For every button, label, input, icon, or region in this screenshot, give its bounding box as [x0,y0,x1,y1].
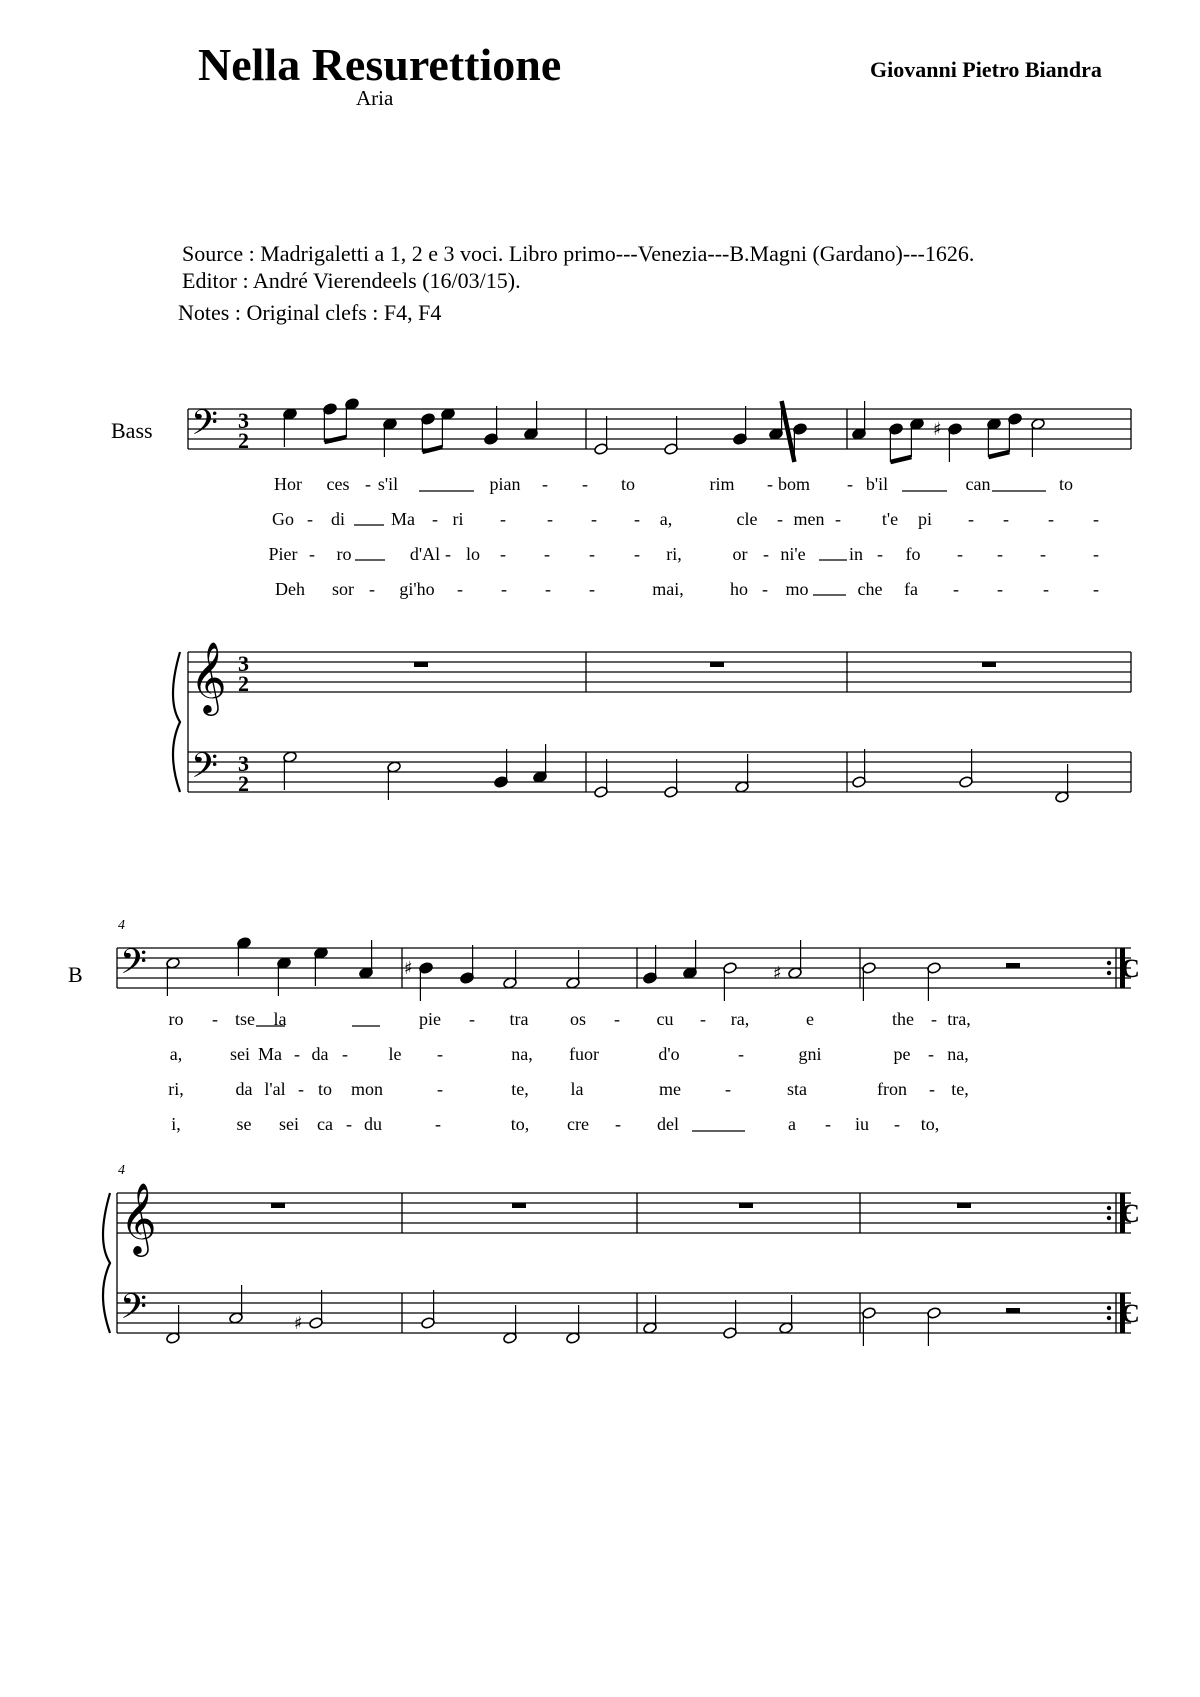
part-name-bass: Bass [111,418,153,443]
source-line: Source : Madrigaletti a 1, 2 e 3 voci. Libro primo---Venezia---B.Magni (Gardano)---1626. [182,241,975,266]
whole-rest [982,662,996,667]
lyric2-v2-syllable: - [928,1044,934,1064]
lyric2-v4-syllable: cre [567,1114,589,1134]
treble-clef: 𝄞 [190,640,227,713]
lyric2-v1-syllable: - [212,1009,218,1029]
lyric2-v2-syllable: da [311,1044,329,1064]
lyric2-v3-syllable: te, [951,1079,969,1099]
composer-name: Giovanni Pietro Biandra [870,57,1102,82]
lyric2-v4-syllable: ca [317,1114,333,1134]
lyric-v1-syllable: - [365,474,371,494]
lyric-v1-syllable: Hor [274,474,302,494]
lyric2-v4-syllable: du [364,1114,382,1134]
bass-clef: 𝄢 [120,941,148,990]
lyric-v2-syllable: - [307,509,313,529]
repeat-dot [1107,961,1111,965]
lyric2-v1-syllable: tra [509,1009,529,1029]
lyric-v2-syllable: - [500,509,506,529]
whole-rest [512,1203,526,1208]
lyric2-v3-syllable: ri, [168,1079,184,1099]
lyric2-v4-syllable: - [346,1114,352,1134]
sharp-accidental: ♯ [404,958,413,979]
lyric-v3-syllable: - [957,544,963,564]
time-signature-common: C [1121,954,1140,983]
lyric2-v3-syllable: - [298,1079,304,1099]
lyric2-v4-syllable: to, [510,1114,530,1134]
lyric-v2-syllable: - [777,509,783,529]
lyric-v1-syllable: pian [489,474,521,494]
lyric2-v4-syllable: - [894,1114,900,1134]
lyric-v3-syllable: - [500,544,506,564]
time-signature-lower: 2 [238,428,249,453]
piece-subtitle: Aria [356,86,394,110]
measure-number-voice: 4 [118,918,125,933]
lyric-v3-syllable: ro [336,544,352,564]
lyric2-v4-syllable: i, [171,1114,181,1134]
lyric2-v1-syllable: ra, [730,1009,750,1029]
lyric-v3-syllable: - [1040,544,1046,564]
lyric-v4-syllable: - [1093,579,1099,599]
lyric-v2-syllable: Go [272,509,294,529]
lyric-v4-syllable: mo [785,579,809,599]
lyric-v4-syllable: - [501,579,507,599]
time-signature-lower: 2 [238,671,249,696]
editor-line: Editor : André Vierendeels (16/03/15). [182,268,521,293]
lyric2-v1-syllable: tra, [947,1009,971,1029]
time-signature-upper: 3 [238,651,249,676]
lyric-v4-syllable: - [545,579,551,599]
lyric2-v3-syllable: da [235,1079,253,1099]
lyric2-v2-syllable: na, [947,1044,969,1064]
lyric-v4-syllable: ho [730,579,748,599]
lyric-v3-syllable: in [848,544,864,564]
lyric-v3-syllable: - [309,544,315,564]
beam [422,447,442,452]
lyric-v2-syllable: - [1048,509,1054,529]
lyric2-v4-syllable: - [825,1114,831,1134]
lyric-v2-syllable: - [1093,509,1099,529]
lyric-v2-syllable: Ma [391,509,415,529]
repeat-dot [1107,1206,1111,1210]
lyric-v2-syllable: - [547,509,553,529]
half-rest [1006,963,1020,968]
repeat-dot [1107,1216,1111,1220]
lyric-v3-syllable: - [877,544,883,564]
lyric-v4-syllable: - [762,579,768,599]
lyric-v1-syllable: bom [777,474,811,494]
lyric-v3-syllable: - [589,544,595,564]
lyric2-v2-syllable: d'o [658,1044,680,1064]
bass-clef: 𝄢 [191,745,219,794]
lyric2-v2-syllable: a, [169,1044,183,1064]
lyric2-v1-syllable: os [569,1009,587,1029]
lyric-v3-syllable: - [763,544,769,564]
lyric-v1-syllable: s'il [377,474,399,494]
time-signature-common: C [1121,1199,1140,1228]
lyric-v2-syllable: di [330,509,346,529]
lyric2-v1-syllable: - [469,1009,475,1029]
lyric-v3-syllable: - [445,544,451,564]
lyric-v3-syllable: lo [465,544,481,564]
lyric2-v3-syllable: - [929,1079,935,1099]
lyric2-v1-syllable: - [614,1009,620,1029]
lyric2-v2-syllable: gni [798,1044,822,1064]
brace [103,1193,110,1333]
half-rest [1006,1308,1020,1313]
lyric2-v2-syllable: - [294,1044,300,1064]
bass-clef: 𝄢 [120,1286,148,1335]
lyric-v2-syllable: men [793,509,825,529]
lyric-v3-syllable: ni'e [780,544,806,564]
lyric2-v1-syllable: e [806,1009,814,1029]
time-signature-lower: 2 [238,771,249,796]
lyric-v4-syllable: Deh [275,579,305,599]
lyric-v3-syllable: d'Al [409,544,441,564]
lyric-v1-syllable: - [582,474,588,494]
lyric-v2-syllable: - [968,509,974,529]
lyric-v2-syllable: cle [736,509,758,529]
lyric2-v4-syllable: se [236,1114,252,1134]
time-signature-upper: 3 [238,408,249,433]
lyric2-v1-syllable: cu [656,1009,674,1029]
lyric-v2-syllable: a, [659,509,673,529]
lyric2-v4-syllable: sei [279,1114,299,1134]
repeat-dot [1107,971,1111,975]
lyric-v1-syllable: rim [709,474,735,494]
time-signature-common: C [1121,1299,1140,1328]
beam [988,452,1009,457]
lyric-v2-syllable: - [835,509,841,529]
lyric-v3-syllable: Pier [268,544,298,564]
lyric-v1-syllable: - [847,474,853,494]
lyric-v4-syllable: che [857,579,883,599]
lyric-v2-syllable: - [591,509,597,529]
lyric-v4-syllable: - [997,579,1003,599]
lyric-v4-syllable: mai, [652,579,684,599]
piece-title: Nella Resurettione [198,39,562,90]
lyric2-v3-syllable: to [317,1079,333,1099]
lyric2-v3-syllable: fron [877,1079,907,1099]
lyric2-v3-syllable: sta [787,1079,807,1099]
lyric2-v4-syllable: iu [854,1114,870,1134]
whole-rest [957,1203,971,1208]
lyric-v1-syllable: - [542,474,548,494]
sharp-accidental: ♯ [294,1313,303,1334]
lyric2-v4-syllable: a [788,1114,796,1134]
lyric-v3-syllable: fo [905,544,921,564]
lyric2-v2-syllable: na, [511,1044,533,1064]
lyric-v1-syllable: to [1058,474,1074,494]
whole-rest [271,1203,285,1208]
lyric-v3-syllable: - [634,544,640,564]
lyric-v2-syllable: t'e [881,509,899,529]
sharp-accidental: ♯ [933,419,942,440]
lyric2-v2-syllable: - [342,1044,348,1064]
beam [782,401,795,462]
lyric2-v3-syllable: te, [511,1079,529,1099]
lyric-v1-syllable: ces [326,474,350,494]
bass-clef: 𝄢 [191,402,219,451]
lyric-v1-syllable: - [767,474,773,494]
lyric2-v1-syllable: tse [235,1009,255,1029]
lyric-v2-syllable: - [1003,509,1009,529]
lyric-v2-syllable: - [634,509,640,529]
lyric2-v2-syllable: fuor [569,1044,599,1064]
lyric2-v1-syllable: - [700,1009,706,1029]
lyric2-v4-syllable: - [435,1114,441,1134]
lyric2-v3-syllable: me [659,1079,681,1099]
whole-rest [414,662,428,667]
lyric2-v2-syllable: le [388,1044,402,1064]
lyric2-v4-syllable: to, [920,1114,940,1134]
lyric2-v4-syllable: del [657,1114,679,1134]
lyric2-v4-syllable: - [615,1114,621,1134]
lyric-v4-syllable: - [1043,579,1049,599]
lyric2-v3-syllable: - [437,1079,443,1099]
repeat-dot [1107,1306,1111,1310]
lyric2-v2-syllable: pe [893,1044,911,1064]
lyric2-v3-syllable: l'al [264,1079,286,1099]
lyric-v4-syllable: gi'ho [399,579,435,599]
lyric-v2-syllable: pi [917,509,933,529]
notes-line: Notes : Original clefs : F4, F4 [178,300,442,325]
lyric-v4-syllable: fa [904,579,918,599]
lyric-v4-syllable: - [457,579,463,599]
lyric-v1-syllable: can [965,474,991,494]
lyric-v3-syllable: - [997,544,1003,564]
brace [173,652,180,792]
lyric2-v3-syllable: - [725,1079,731,1099]
beam [890,457,911,462]
repeat-dot [1107,1316,1111,1320]
lyric2-v3-syllable: la [570,1079,584,1099]
lyric-v4-syllable: - [953,579,959,599]
time-signature-upper: 3 [238,751,249,776]
lyric-v3-syllable: ri, [666,544,682,564]
lyric2-v1-syllable: ro [168,1009,184,1029]
lyric2-v2-syllable: Ma [258,1044,282,1064]
lyric2-v1-syllable: la [273,1009,287,1029]
lyric-v3-syllable: - [544,544,550,564]
part-name-bass-short: B [68,962,83,987]
lyric-v3-syllable: - [1093,544,1099,564]
lyric2-v3-syllable: mon [350,1079,384,1099]
lyric2-v2-syllable: sei [230,1044,250,1064]
lyric-v4-syllable: - [369,579,375,599]
lyric-v3-syllable: or [732,544,748,564]
whole-rest [710,662,724,667]
lyric-v1-syllable: b'il [865,474,889,494]
lyric-v1-syllable: to [620,474,636,494]
lyric-v4-syllable: sor [332,579,354,599]
lyric2-v1-syllable: pie [419,1009,441,1029]
lyric-v4-syllable: - [589,579,595,599]
beam [324,437,346,442]
treble-clef: 𝄞 [120,1181,157,1254]
measure-number-continuo: 4 [118,1163,125,1178]
lyric2-v1-syllable: - [931,1009,937,1029]
lyric2-v1-syllable: the [892,1009,914,1029]
whole-rest [739,1203,753,1208]
lyric-v2-syllable: - [432,509,438,529]
lyric2-v2-syllable: - [437,1044,443,1064]
sharp-accidental: ♯ [773,963,782,984]
lyric-v2-syllable: ri [452,509,464,529]
lyric2-v2-syllable: - [738,1044,744,1064]
